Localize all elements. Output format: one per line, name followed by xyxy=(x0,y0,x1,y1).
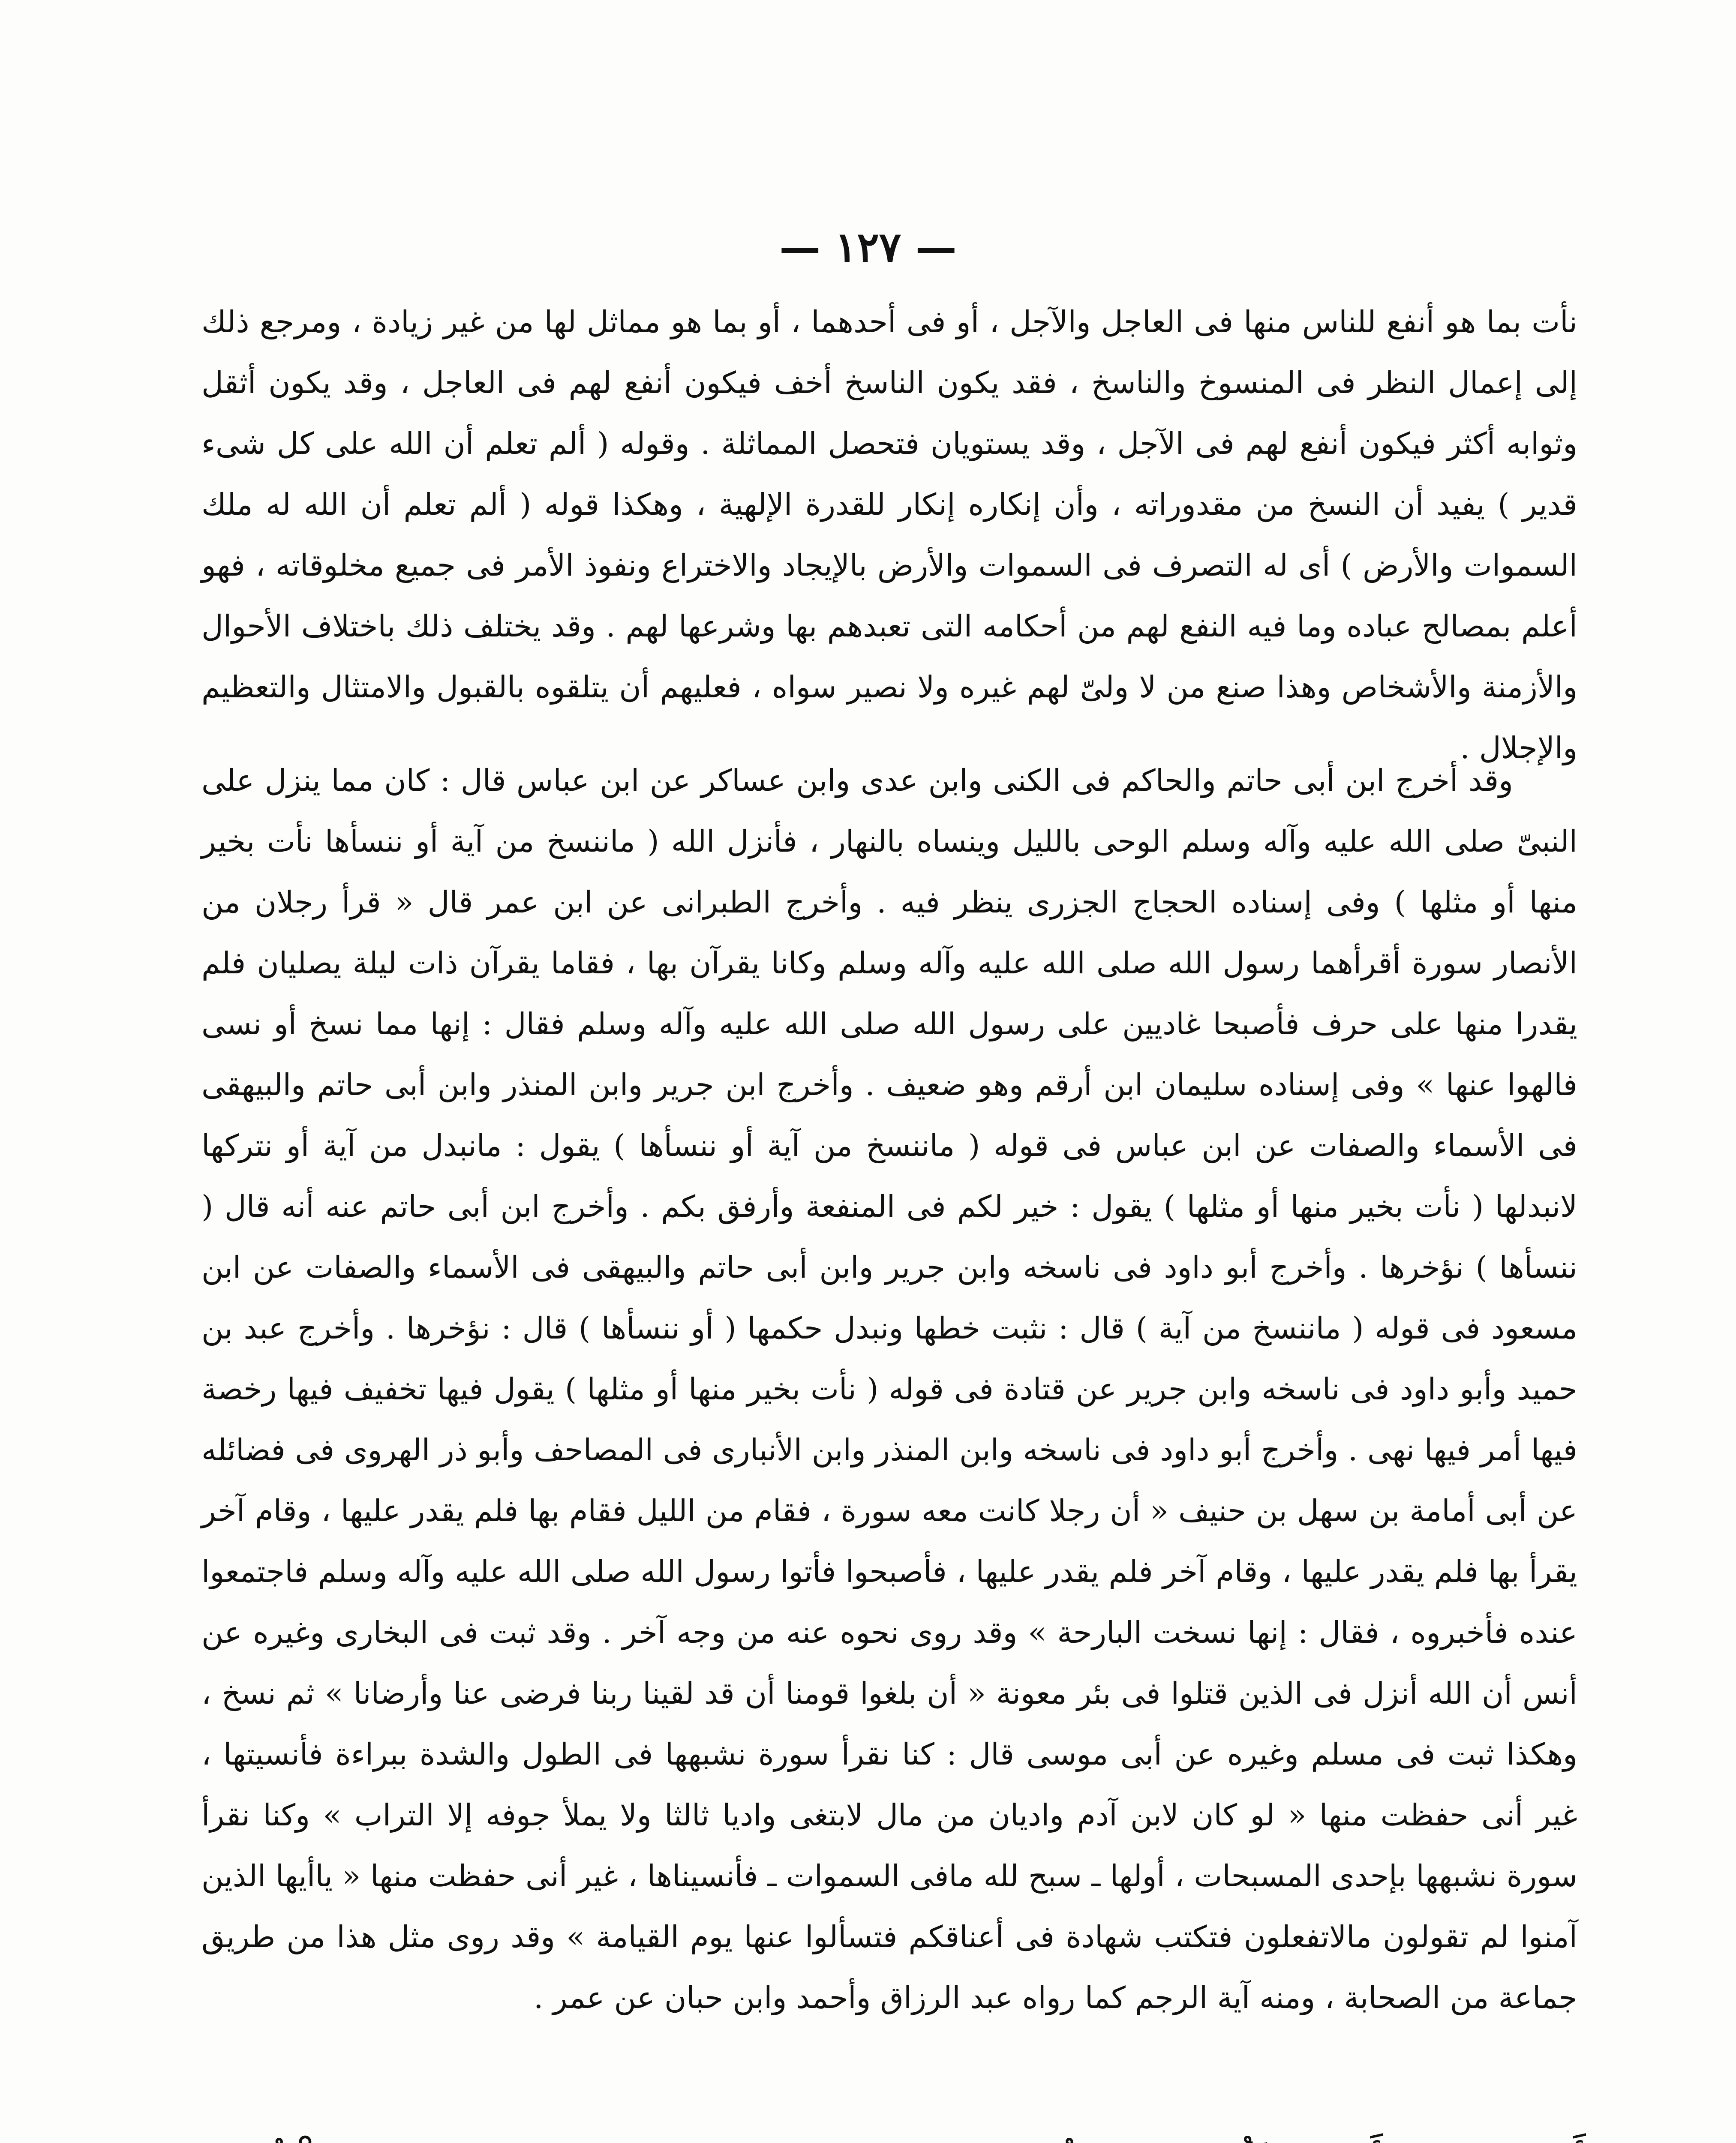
quran-verse-block xyxy=(189,2122,1586,2143)
commentary-paragraph-1 xyxy=(201,291,1577,778)
verse-line-1 xyxy=(189,2122,1586,2143)
page-number: — ١٢٧ — xyxy=(779,223,957,271)
commentary-paragraph-2 xyxy=(201,750,1577,2028)
paragraph-text: وقد أخرج ابن أبى حاتم والحاكم فى الكنى وابن عدى وابن عساكر عن ابن عباس قال : كان مما ينزل على النبىّ صلى الله عليه وآله وسلم الوحى بالليل وينساه بالنهار ، فأنزل الله ( ماننسخ من آية أو ننسأها نأت بخير منها أو مثلها ) وفى إسناده الحجاج الجزرى ينظر فيه . وأخرج الطبرانى عن ابن عمر قال « قرأ رجلان من الأنصار سورة أقرأهما رسول الله صلى الله عليه وآله وسلم وكانا يقرآن بها ، فقاما يقرآن ذات ليلة يصليان فلم يقدرا منها على حرف فأصبحا غاديين على رسول الله صلى الله عليه وآله وسلم فقال : إنها مما نسخ أو نسى فالهوا عنها » وفى إسناده سليمان ابن أرقم وهو ضعيف . وأخرج ابن جرير وابن المنذر وابن أبى حاتم والبيهقى فى الأسماء والصفات عن ابن عباس فى قوله ( ماننسخ من آية أو ننسأها ) يقول : مانبدل من آية أو نتركها لانبدلها ( نأت بخير منها أو مثلها ) يقول : خير لكم فى المنفعة وأرفق بكم . وأخرج ابن أبى حاتم عنه أنه قال ( ننسأها ) نؤخرها . وأخرج أبو داود فى ناسخه وابن جرير وابن أبى حاتم والبيهقى فى الأسماء والصفات عن ابن مسعود فى قوله ( ماننسخ من آية ) قال : نثبت خطها ونبدل حكمها ( أو ننسأها ) قال : نؤخرها . وأخرج عبد بن حميد وأبو داود فى ناسخه وابن جرير عن قتادة فى قوله ( نأت بخير منها أو مثلها ) يقول فيها تخفيف فيها رخصة فيها أمر فيها نهى . وأخرج أبو داود فى ناسخه وابن المنذر وابن الأنبارى فى المصاحف وأبو ذر الهروى فى فضائله عن أبى أمامة بن سهل بن حنيف « أن رجلا كانت معه سورة ، فقام من الليل فقام بها فلم يقدر عليها ، وقام آخر يقرأ بها فلم يقدر عليها ، وقام آخر فلم يقدر عليها ، فأصبحوا فأتوا رسول الله صلى الله عليه وآله وسلم فاجتمعوا عنده فأخبروه ، فقال : إنها نسخت البارحة » وقد روى نحوه عنه من وجه آخر . وقد ثبت فى البخارى وغيره عن أنس أن الله أنزل فى الذين قتلوا فى بئر معونة « أن بلغوا قومنا أن قد لقينا ربنا فرضى عنا وأرضانا » ثم نسخ ، وهكذا ثبت فى مسلم وغيره عن أبى موسى قال : كنا نقرأ سورة نشبهها فى الطول والشدة ببراءة فأنسيتها ، غير أنى حفظت منها « لو كان لابن آدم واديان من مال لابتغى واديا ثالثا ولا يملأ جوفه إلا التراب » وكنا نقرأ سورة نشبهها بإحدى المسبحات ، أولها ـ سبح لله مافى السموات ـ فأنسيناها ، غير أنى حفظت منها « ياأيها الذين آمنوا لم تقولون مالاتفعلون فتكتب شهادة فى أعناقكم فتسألوا عنها يوم القيامة » وقد روى مثل هذا من طريق جماعة من الصحابة ، ومنه آية الرجم كما رواه عبد الرزاق وأحمد وابن حبان عن عمر . xyxy=(201,763,1577,2015)
paragraph-text: نأت بما هو أنفع للناس منها فى العاجل والآجل ، أو فى أحدهما ، أو بما هو مماثل لها من غير زيادة ، ومرجع ذلك إلى إعمال النظر فى المنسوخ والناسخ ، فقد يكون الناسخ أخف فيكون أنفع لهم فى العاجل ، وقد يكون أثقل وثوابه أكثر فيكون أنفع لهم فى الآجل ، وقد يستويان فتحصل المماثلة . وقوله ( ألم تعلم أن الله على كل شىء قدير ) يفيد أن النسخ من مقدوراته ، وأن إنكاره إنكار للقدرة الإلهية ، وهكذا قوله ( ألم تعلم أن الله له ملك السموات والأرض ) أى له التصرف فى السموات والأرض بالإيجاد والاختراع ونفوذ الأمر فى جميع مخلوقاته ، فهو أعلم بمصالح عباده وما فيه النفع لهم من أحكامه التى تعبدهم بها وشرعها لهم . وقد يختلف ذلك باختلاف الأحوال والأزمنة والأشخاص وهذا صنع من لا ولىّ لهم غيره ولا نصير سواه ، فعليهم أن يتلقوه بالقبول والامتثال والتعظيم والإجلال . xyxy=(201,304,1577,765)
